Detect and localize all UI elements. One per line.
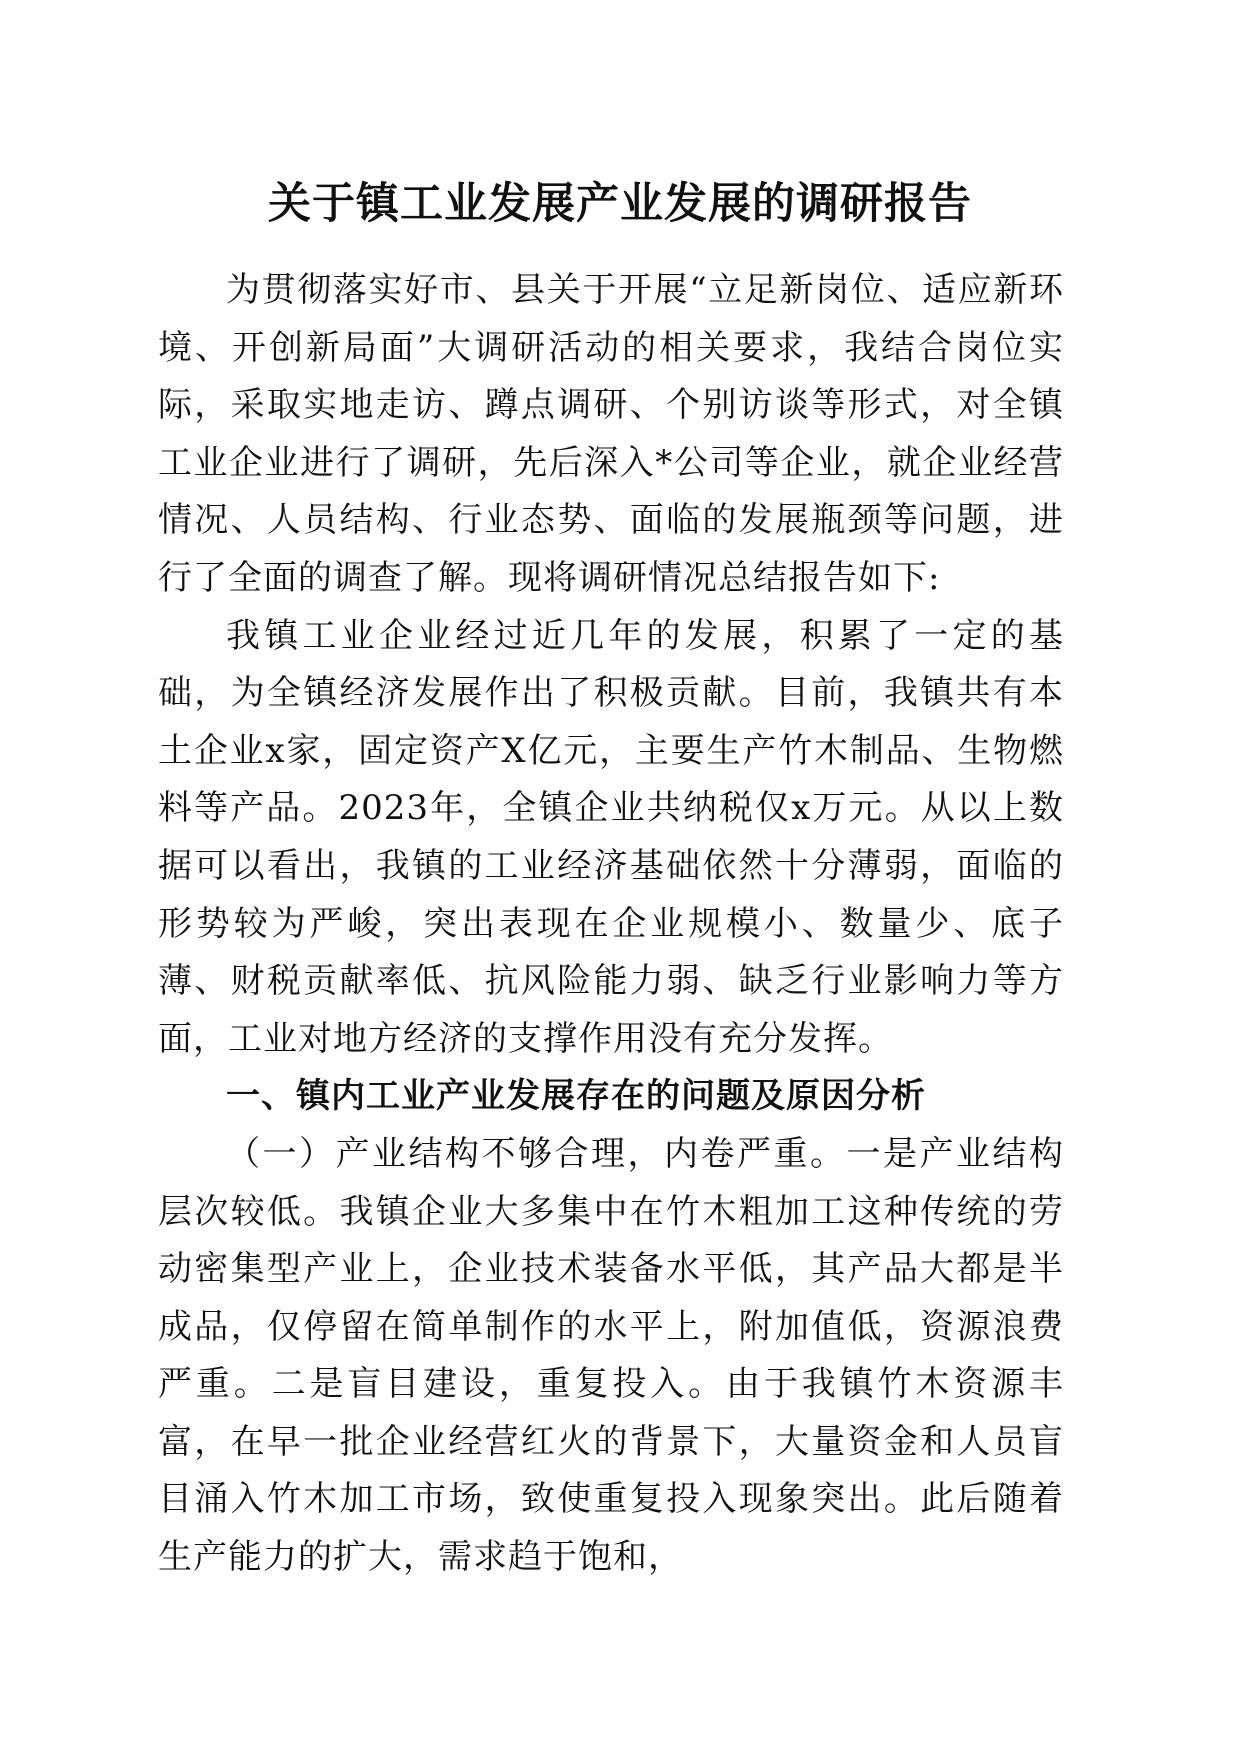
document-body — [158, 262, 1064, 1587]
section-heading: 一、镇内工业产业发展存在的问题及原因分析 — [226, 1076, 926, 1117]
intro-paragraph: 为贯彻落实好市、县关于开展“立足新岗位、适应新环境、开创新局面”大调研活动的相关要求，我结合岗位实际，采取实地走访、蹲点调研、个别访谈等形式，对全镇工业企业进行了调研，先后深入*公司等企业，就企业经营情况、人员结构、行业态势、面临的发展瓶颈等问题，进行了全面的调查了解。现将调研情况总结报告如下: — [158, 270, 1064, 598]
subsection-paragraph: （一）产业结构不够合理，内卷严重。一是产业结构层次较低。我镇企业大多集中在竹木粗加工这种传统的劳动密集型产业上，企业技术装备水平低，其产品大都是半成品，仅停留在简单制作的水平上，附加值低，资源浪费严重。二是盲目建设，重复投入。由于我镇竹木资源丰富，在早一批企业经营红火的背景下，大量资金和人员盲目涌入竹木加工市场，致使重复投入现象突出。此后随着生产能力的扩大，需求趋于饱和， — [158, 1133, 1064, 1578]
overview-paragraph: 我镇工业企业经过近几年的发展，积累了一定的基础，为全镇经济发展作出了积极贡献。目前，我镇共有本土企业x家，固定资产X亿元，主要生产竹木制品、生物燃料等产品。2023年，全镇企业共纳税仅x万元。从以上数据可以看出，我镇的工业经济基础依然十分薄弱，面临的形势较为严峻，突出表现在企业规模小、数量少、底子薄、财税贡献率低、抗风险能力弱、缺乏行业影响力等方面，工业对地方经济的支撑作用没有充分发挥。 — [158, 615, 1064, 1059]
document-title: 关于镇工业发展产业发展的调研报告 — [268, 179, 972, 229]
